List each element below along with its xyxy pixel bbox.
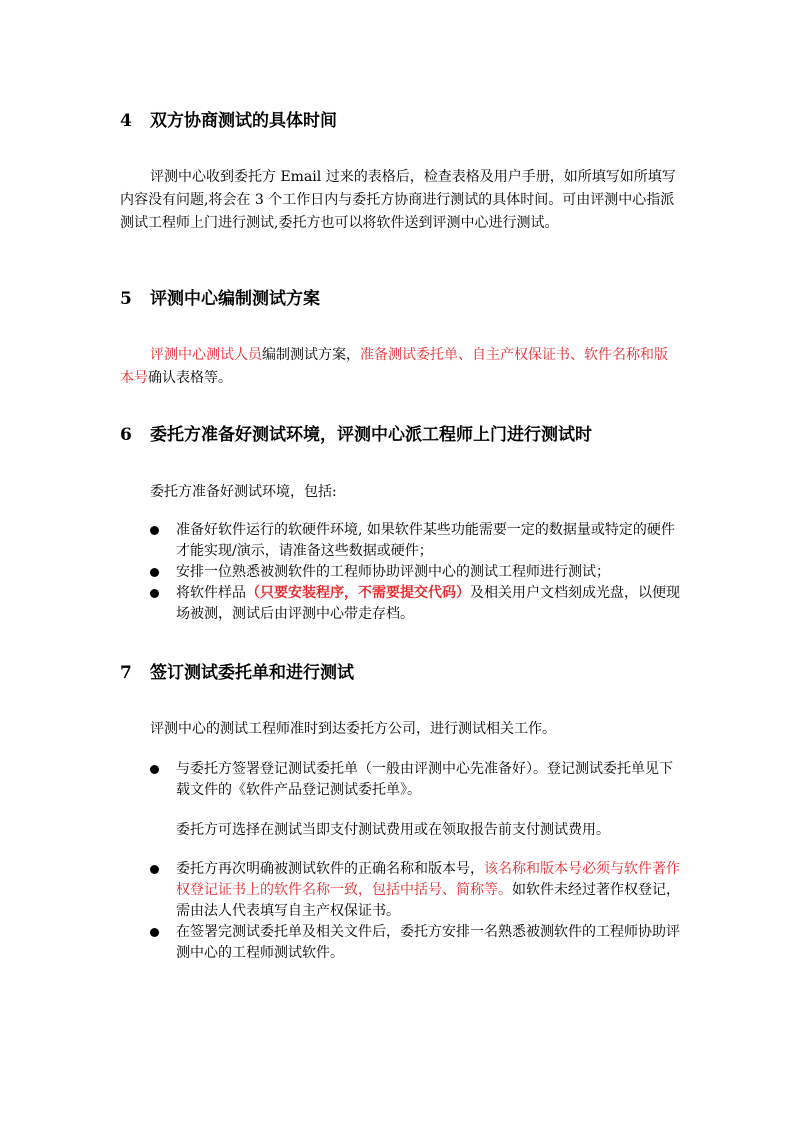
section-6-intro: 委托方准备好测试环境，包括: bbox=[150, 484, 337, 500]
section-4-paragraph: 评测中心收到委托方 Email 过来的表格后，检查表格及用户手册，如所填写如所填写内容没有问题,将会在 3 个工作日内与委托方协商进行测试的具体时间。可由评测中心指派测试工程师上门进行测试,委托方也可以将软件送到评测中心进行测试。 bbox=[120, 169, 676, 231]
section-7-intro: 评测中心的测试工程师准时到达委托方公司，进行测试相关工作。 bbox=[150, 721, 556, 737]
highlight-text: 准备测试委托单、自主产权保证书、软件名称和版本号 bbox=[120, 347, 668, 386]
list-item: 安排一位熟悉被测软件的工程师协助评测中心的测试工程师进行测试； bbox=[150, 562, 680, 583]
section-number: 4 bbox=[120, 111, 132, 131]
list-item: 将软件样品（只要安装程序，不需要提交代码）及相关用户文档刻成光盘，以便现场被测，测试后由评测中心带走存档。 bbox=[150, 583, 680, 625]
payment-note: 委托方可选择在测试当即支付测试费用或在领取报告前支付测试费用。 bbox=[176, 822, 610, 838]
section-title: 双方协商测试的具体时间 bbox=[150, 111, 337, 131]
body-text: 确认表格等。 bbox=[148, 370, 232, 386]
list-item: 与委托方签署登记测试委托单（一般由评测中心先准备好）。登记测试委托单见下载文件的《软件产品登记测试委托单》。 bbox=[150, 759, 680, 801]
bullet-icon bbox=[150, 526, 159, 535]
highlight-text: 评测中心测试人员 bbox=[150, 347, 262, 363]
section-number: 6 bbox=[120, 425, 132, 445]
section-title: 评测中心编制测试方案 bbox=[150, 289, 320, 309]
body-text: 编制测试方案， bbox=[262, 347, 360, 363]
section-heading-5 bbox=[120, 288, 320, 310]
bullet-icon bbox=[150, 865, 159, 874]
bullet-icon bbox=[150, 568, 159, 577]
list-item: 准备好软件运行的软硬件环境, 如果软件某些功能需要一定的数据量或特定的硬件才能实现/演示，请准备这些数据或硬件； bbox=[150, 520, 680, 562]
section-number: 5 bbox=[120, 289, 132, 309]
section-heading-6 bbox=[120, 424, 592, 446]
bullet-icon bbox=[150, 589, 159, 598]
section-title: 签订测试委托单和进行测试 bbox=[150, 663, 354, 683]
section-5-paragraph bbox=[120, 344, 680, 390]
section-6-bullet-list bbox=[150, 520, 680, 625]
section-7-bullet-list-b bbox=[150, 859, 680, 964]
section-heading-4 bbox=[120, 110, 337, 132]
section-7-bullet-list-a bbox=[150, 759, 680, 801]
bullet-icon bbox=[150, 928, 159, 937]
bullet-icon bbox=[150, 765, 159, 774]
section-title: 委托方准备好测试环境，评测中心派工程师上门进行测试时 bbox=[150, 425, 592, 445]
list-item: 委托方再次明确被测试软件的正确名称和版本号，该名称和版本号必须与软件著作权登记证书上的软件名称一致，包括中括号、简称等。如软件未经过著作权登记，需由法人代表填写自主产权保证书。 bbox=[150, 859, 680, 922]
list-item: 在签署完测试委托单及相关文件后，委托方安排一名熟悉被测软件的工程师协助评测中心的工程师测试软件。 bbox=[150, 922, 680, 964]
section-number: 7 bbox=[120, 663, 132, 683]
section-heading-7 bbox=[120, 662, 354, 684]
